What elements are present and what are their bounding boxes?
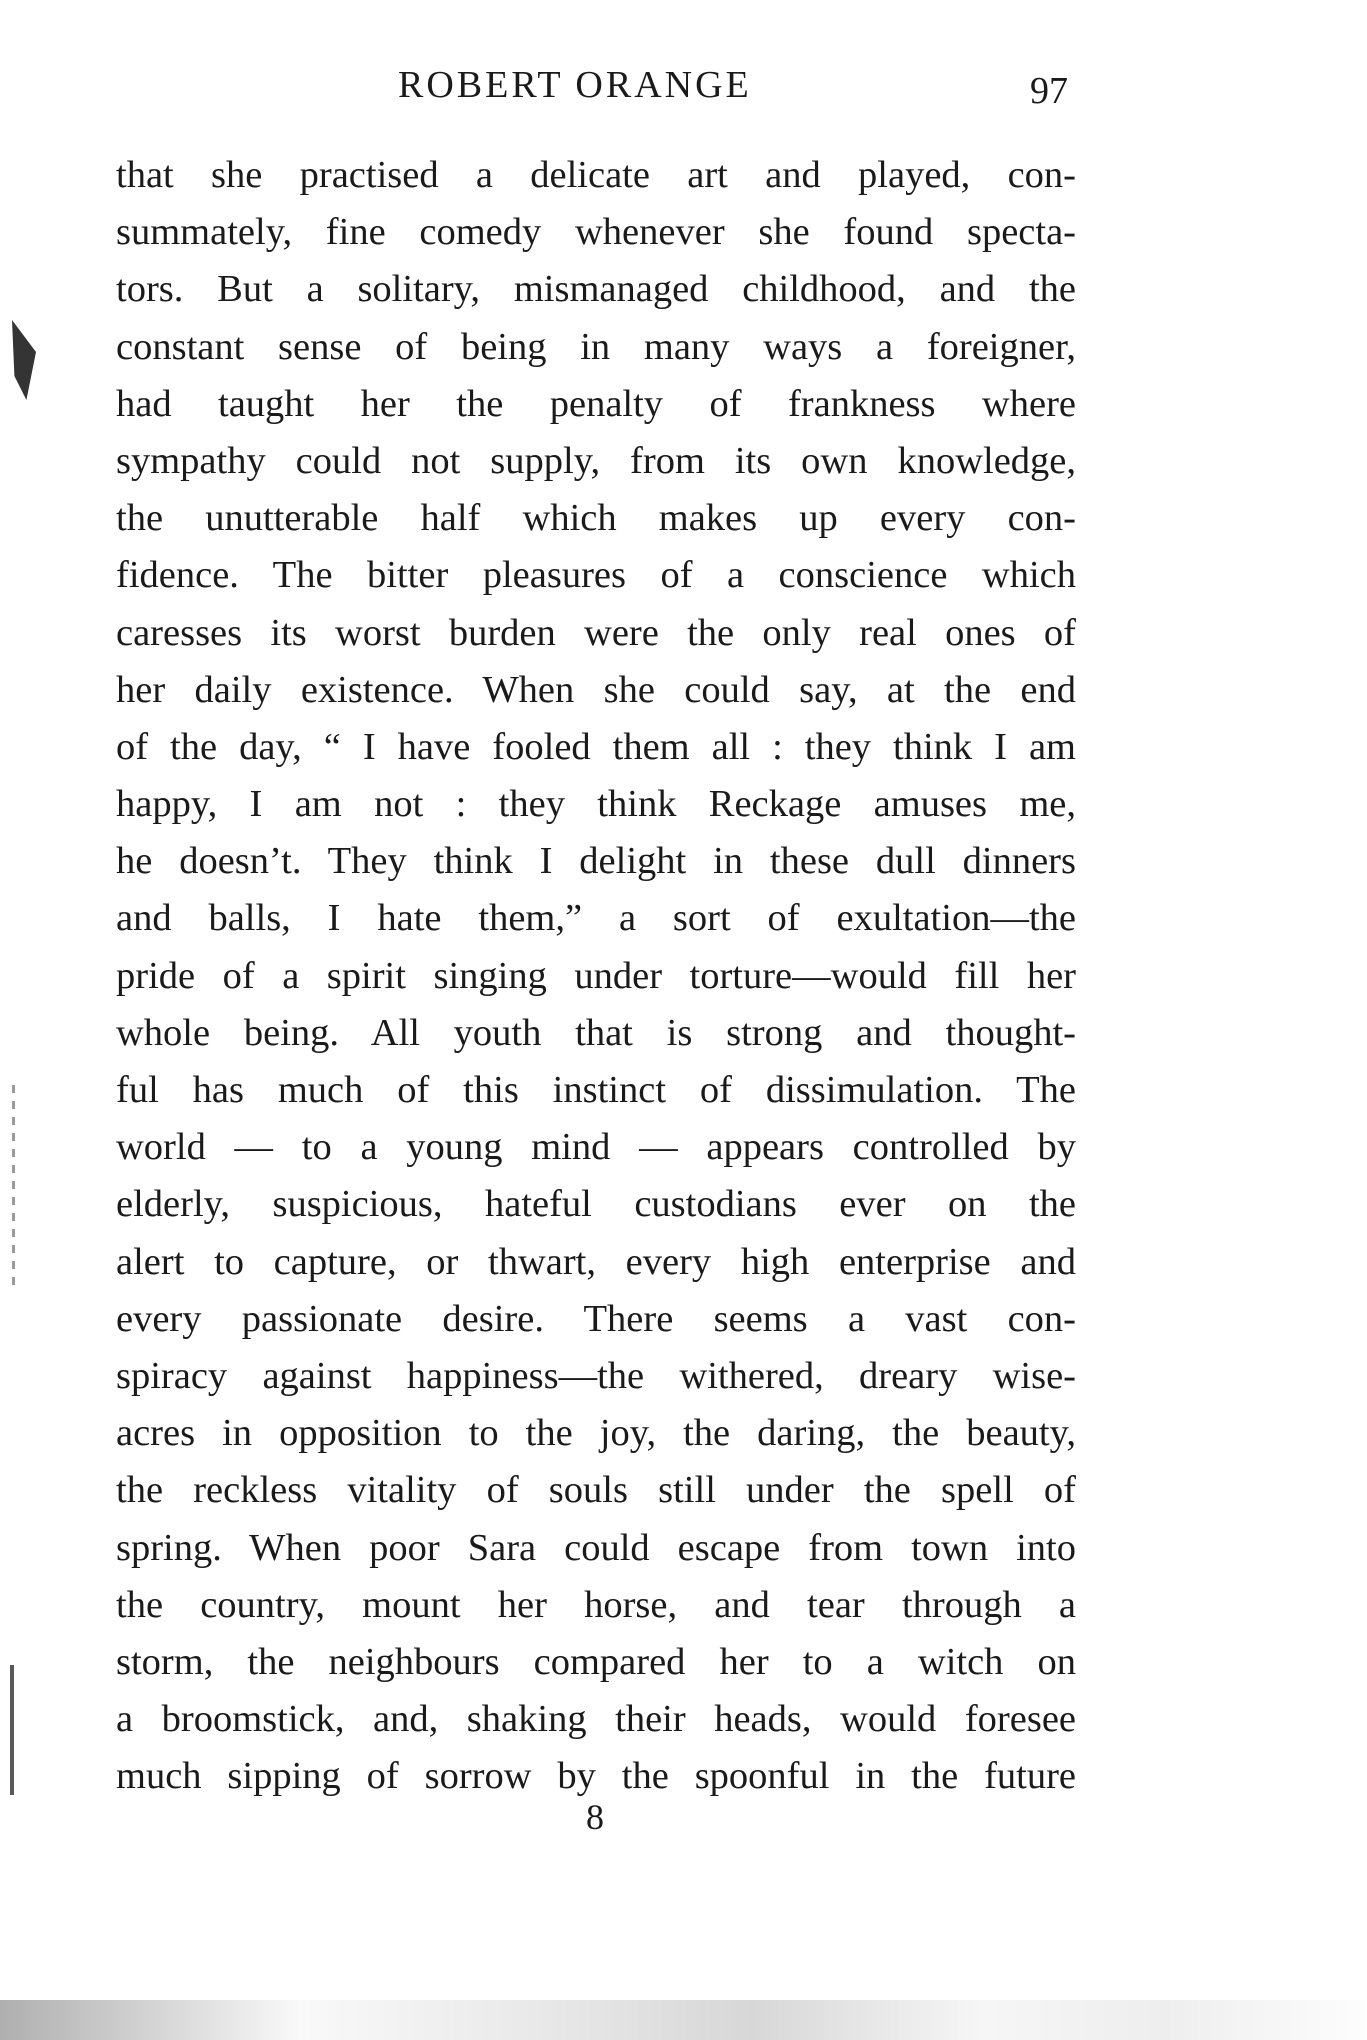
text-line: tors. But a solitary, mismanaged childhood, and the: [116, 268, 1076, 311]
text-line: world — to a young mind — appears controlled by: [116, 1126, 1076, 1169]
text-line: elderly, suspicious, hateful custodians ever on the: [116, 1183, 1076, 1226]
page-number: 97: [1030, 70, 1068, 112]
text-line: had taught her the penalty of frankness where: [116, 382, 1076, 425]
text-line: spring. When poor Sara could escape from town into: [116, 1526, 1076, 1569]
text-line: summately, fine comedy whenever she found specta-: [116, 211, 1076, 254]
text-line: and balls, I hate them,” a sort of exultation—the: [116, 897, 1076, 940]
scan-smudge: [0, 2000, 1367, 2040]
text-line: acres in opposition to the joy, the daring, the beauty,: [116, 1412, 1076, 1455]
text-line: the unutterable half which makes up every con-: [116, 497, 1076, 540]
ink-blot: [12, 320, 36, 400]
text-line: the reckless vitality of souls still under the spell of: [116, 1469, 1076, 1512]
running-title: ROBERT ORANGE: [398, 64, 752, 106]
body-text: [116, 147, 1076, 1805]
text-line: whole being. All youth that is strong and thought-: [116, 1011, 1076, 1054]
text-line: storm, the neighbours compared her to a witch on: [116, 1640, 1076, 1683]
text-line: pride of a spirit singing under torture—would fill her: [116, 954, 1076, 997]
text-line: sympathy could not supply, from its own knowledge,: [116, 439, 1076, 482]
text-line: of the day, “ I have fooled them all : they think I am: [116, 725, 1076, 768]
signature-mark: 8: [586, 1797, 604, 1837]
running-head: [116, 60, 1076, 120]
text-line: happy, I am not : they think Reckage amuses me,: [116, 783, 1076, 826]
text-line: he doesn’t. They think I delight in these dull dinners: [116, 840, 1076, 883]
margin-mark: [10, 1665, 14, 1795]
text-line: her daily existence. When she could say, at the end: [116, 668, 1076, 711]
text-line: caresses its worst burden were the only real ones of: [116, 611, 1076, 654]
text-line: every passionate desire. There seems a vast con-: [116, 1297, 1076, 1340]
text-line: constant sense of being in many ways a foreigner,: [116, 325, 1076, 368]
text-line: spiracy against happiness—the withered, dreary wise-: [116, 1354, 1076, 1397]
text-line: a broomstick, and, shaking their heads, would foresee: [116, 1698, 1076, 1741]
text-line: much sipping of sorrow by the spoonful in the future: [116, 1755, 1076, 1798]
text-line: that she practised a delicate art and played, con-: [116, 154, 1076, 196]
margin-mark: [12, 1085, 15, 1285]
text-line: alert to capture, or thwart, every high enterprise and: [116, 1240, 1076, 1283]
text-line: fidence. The bitter pleasures of a conscience which: [116, 554, 1076, 597]
text-line: the country, mount her horse, and tear through a: [116, 1583, 1076, 1626]
text-line: ful has much of this instinct of dissimulation. The: [116, 1069, 1076, 1111]
